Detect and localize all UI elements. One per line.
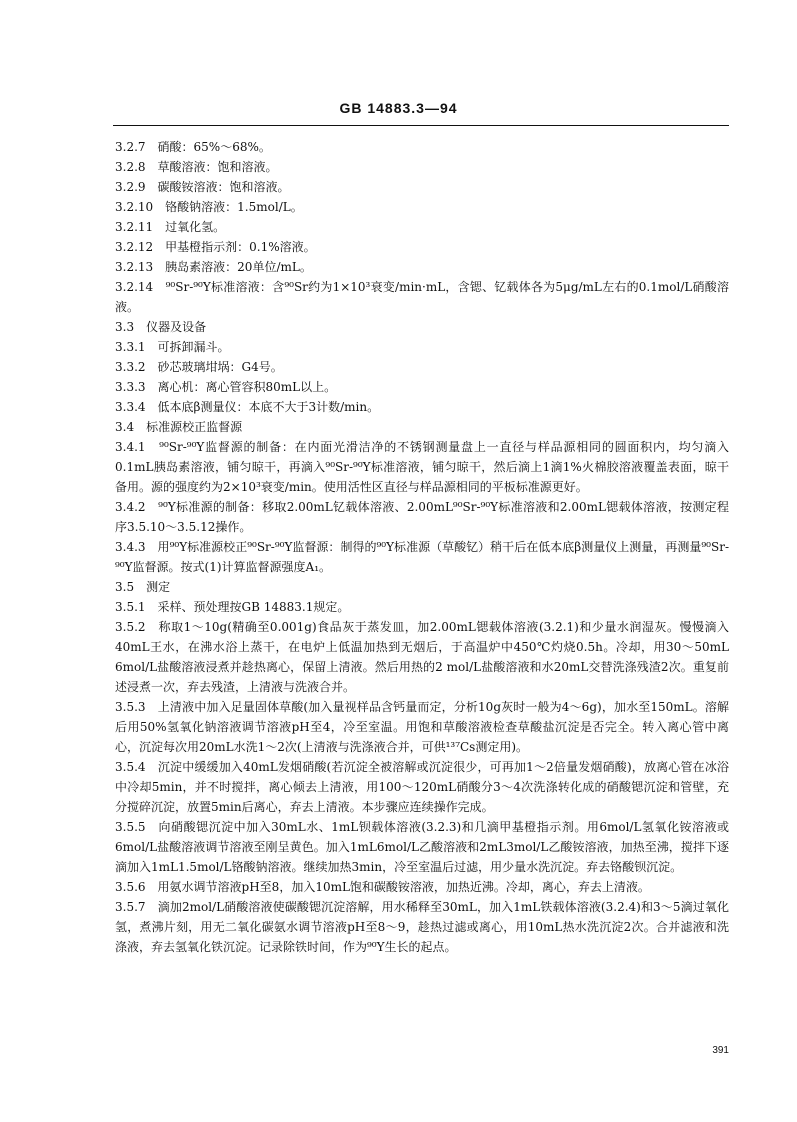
clause-3-5-5: 3.5.5 向硝酸锶沉淀中加入30mL水、1mL钡载体溶液(3.2.3)和几滴甲基橙指示剂。用6mol/L氢氧化铵溶液或6mol/L盐酸溶液调节溶液至刚呈黄色。加入1mL6mol/L乙酸溶液和2mL3mol/L乙酸铵溶液，加热至沸，搅拌下逐滴加入1mL1.5mol/L铬酸钠溶液。继续加热3min，冷至室温后过滤，用少量水洗沉淀。弃去铬酸钡沉淀。 [115,820,729,874]
clause-3-3-3: 3.3.3 离心机：离心管容积80mL以上。 [115,380,337,394]
clause-3-2-10: 3.2.10 铬酸钠溶液：1.5mol/L。 [115,200,303,214]
clause-3-5-7: 3.5.7 滴加2mol/L硝酸溶液使碳酸锶沉淀溶解，用水稀释至30mL，加入1mL铁载体溶液(3.2.4)和3～5滴过氧化氢，煮沸片刻，用无二氧化碳氨水调节溶液pH至8～9，趁热过滤或离心，用10mL热水洗沉淀2次。合并滤液和洗涤液，弃去氢氧化铁沉淀。记录除铁时间，作为⁹⁰Y生长的起点。 [115,900,729,954]
clause-3-4-3: 3.4.3 用⁹⁰Y标准源校正⁹⁰Sr-⁹⁰Y监督源：制得的⁹⁰Y标准源（草酸钇）稍干后在低本底β测量仪上测量，再测量⁹⁰Sr-⁹⁰Y监督源。按式(1)计算监督源强度A₁。 [115,540,729,574]
clause-3-5-4: 3.5.4 沉淀中缓缓加入40mL发烟硝酸(若沉淀全被溶解或沉淀很少，可再加1～2倍量发烟硝酸)，放离心管在冰浴中冷却5min，并不时搅拌，离心倾去上清液，用100～120mL硝酸分3～4次洗涤转化成的硝酸锶沉淀和管壁，充分搅碎沉淀，放置5min后离心，弃去上清液。本步骤应连续操作完成。 [115,760,729,814]
clause-3-2-14: 3.2.14 ⁹⁰Sr-⁹⁰Y标准溶液：含⁹⁰Sr约为1×10³衰变/min·mL，含锶、钇载体各为5μg/mL左右的0.1mol/L硝酸溶液。 [115,280,729,314]
clause-3-2-11: 3.2.11 过氧化氢。 [115,220,226,234]
section-3-3-heading: 3.3 仪器及设备 [115,320,207,334]
page-header: GB 14883.3—94 [339,100,458,116]
clause-3-4-2: 3.4.2 ⁹⁰Y标准源的制备：移取2.00mL钇载体溶液、2.00mL⁹⁰Sr-⁹⁰Y标准溶液和2.00mL锶载体溶液，按测定程序3.5.10～3.5.12操作。 [115,500,729,534]
clause-3-5-6: 3.5.6 用氨水调节溶液pH至8，加入10mL饱和碳酸铵溶液，加热近沸。冷却，离心，弃去上清液。 [115,880,650,894]
header-rule [113,125,729,126]
section-3-5-heading: 3.5 测定 [115,580,171,594]
clause-3-3-1: 3.3.1 可拆卸漏斗。 [115,340,230,354]
clause-3-4-1: 3.4.1 ⁹⁰Sr-⁹⁰Y监督源的制备：在内面光滑洁净的不锈钢测量盘上一直径与样品源相同的圆面积内，均匀滴入0.1mL胰岛素溶液，铺匀晾干，再滴入⁹⁰Sr-⁹⁰Y标准溶液，铺匀晾干，然后滴上1滴1%火棉胶溶液覆盖表面，晾干备用。源的强度约为2×10³衰变/min。使用活性区直径与样品源相同的平板标准源更好。 [115,440,729,494]
clause-3-2-8: 3.2.8 草酸溶液：饱和溶液。 [115,160,278,174]
document-body [115,137,733,957]
page-number: 391 [712,1045,729,1056]
clause-3-5-3: 3.5.3 上清液中加入足量固体草酸(加入量视样品含钙量而定，分析10g灰时一般为4～6g)，加水至150mL。溶解后用50%氢氧化钠溶液调节溶液pH至4，冷至室温。用饱和草酸溶液检查草酸盐沉淀是否完全。转入离心管中离心，沉淀每次用20mL水洗1～2次(上清液与洗涤液合并，可供¹³⁷Cs测定用)。 [115,700,729,754]
clause-3-3-4: 3.3.4 低本底β测量仪：本底不大于3计数/min。 [115,400,380,414]
section-3-4-heading: 3.4 标准源校正监督源 [115,420,243,434]
clause-3-3-2: 3.3.2 砂芯玻璃坩埚：G4号。 [115,360,283,374]
clause-3-5-2: 3.5.2 称取1～10g(精确至0.001g)食品灰于蒸发皿，加2.00mL锶载体溶液(3.2.1)和少量水润湿灰。慢慢滴入40mL王水，在沸水浴上蒸干，在电炉上低温加热到无烟后，于高温炉中450℃灼烧0.5h。冷却，用30～50mL 6mol/L盐酸溶液浸煮并趁热离心，保留上清液。然后用热的2 mol/L盐酸溶液和水20mL交替洗涤残渣2次。重复前述浸煮一次，弃去残渣，上清液与洗液合并。 [115,620,733,694]
clause-3-2-7: 3.2.7 硝酸：65%～68%。 [115,140,271,154]
clause-3-2-12: 3.2.12 甲基橙指示剂：0.1%溶液。 [115,240,316,254]
clause-3-2-9: 3.2.9 碳酸铵溶液：饱和溶液。 [115,180,290,194]
clause-3-2-13: 3.2.13 胰岛素溶液：20单位/mL。 [115,260,312,274]
clause-3-5-1: 3.5.1 采样、预处理按GB 14883.1规定。 [115,600,350,614]
